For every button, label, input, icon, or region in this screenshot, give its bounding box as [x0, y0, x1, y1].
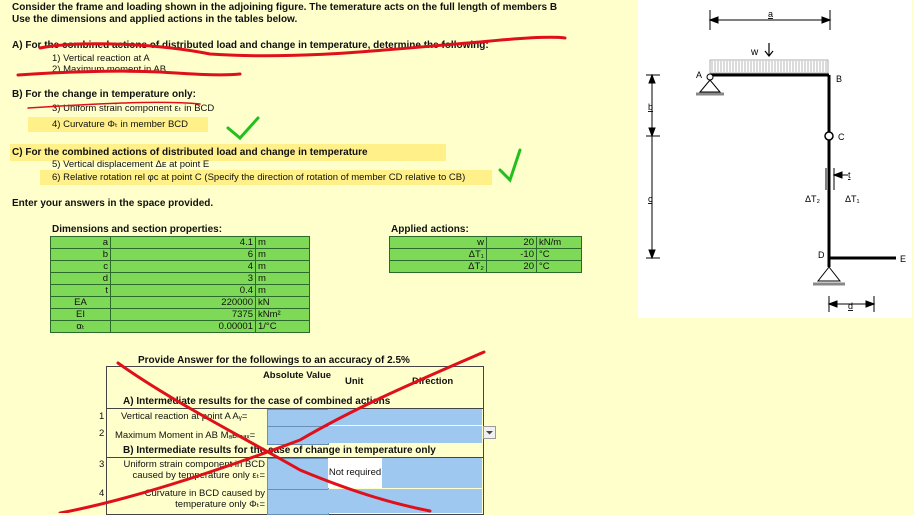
dim-label: d — [51, 273, 111, 285]
actions-title: Applied actions: — [391, 224, 469, 235]
dim-unit: 1/°C — [256, 321, 310, 333]
question-1: 1) Vertical reaction at A — [52, 53, 150, 64]
table-row — [51, 297, 310, 309]
answers-section-a: A) Intermediate results for the case of combined actions — [123, 396, 391, 407]
answer-1-unit[interactable] — [328, 409, 482, 425]
dim-a-label: a — [768, 9, 774, 19]
answer-3-direction[interactable] — [382, 458, 482, 488]
action-value[interactable]: 20 — [487, 237, 537, 249]
table-row — [390, 237, 582, 249]
node-b-label: B — [836, 74, 843, 84]
dim-value[interactable]: 220000 — [111, 297, 256, 309]
table-row — [390, 261, 582, 273]
frame-diagram — [638, 0, 912, 318]
intro-line-1: Consider the frame and loading shown in the adjoining figure. The temerature acts on the full length of members B — [12, 2, 558, 13]
answer-2-label: Maximum Moment in AB Mₐʙₘₐₓ= — [115, 430, 256, 441]
row-number: 1 — [99, 411, 105, 422]
dim-value[interactable]: 3 — [111, 273, 256, 285]
table-row — [390, 249, 582, 261]
action-label: ΔT₁ — [390, 249, 487, 261]
unit-dropdown[interactable] — [483, 426, 496, 439]
col-absolute-value: Absolute Value — [262, 370, 332, 381]
answer-3-unit: Not required — [328, 458, 382, 488]
table-row — [51, 273, 310, 285]
delta-t2-label: ΔT₂ — [805, 194, 821, 204]
dim-value[interactable]: 4.1 — [111, 237, 256, 249]
answer-1-label: Vertical reaction at point A Aᵧ= — [121, 411, 248, 422]
table-row — [51, 309, 310, 321]
delta-t1-label: ΔT₁ — [845, 194, 860, 204]
question-2: 2) Maximum moment in AB — [52, 64, 167, 75]
load-w-label: w — [751, 47, 759, 58]
action-unit: °C — [537, 261, 582, 273]
dim-d-label: d — [848, 301, 854, 311]
answers-table — [99, 366, 484, 515]
dim-unit: m — [256, 285, 310, 297]
dim-label: αₜ — [51, 321, 111, 333]
answers-section-b: B) Intermediate results for the case of change in temperature only — [123, 445, 436, 456]
answer-2-unit[interactable] — [328, 426, 482, 443]
answer-4-label: Curvature in BCD caused by temperature only Φₜ= — [144, 488, 265, 510]
pin-support-d — [818, 267, 840, 281]
answer-3-label: Uniform strain component in BCD caused by temperature only εₜ= — [123, 459, 265, 481]
action-value[interactable]: -10 — [487, 249, 537, 261]
dim-label: t — [51, 285, 111, 297]
dim-label: EI — [51, 309, 111, 321]
dim-unit: kNm² — [256, 309, 310, 321]
question-6: 6) Relative rotation rel φᴄ at point C (Specify the direction of rotation of member CD relative to CB) — [52, 172, 466, 183]
answer-4-unit[interactable] — [328, 489, 482, 513]
row-number: 3 — [99, 459, 105, 470]
section-c-heading: C) For the combined actions of distributed load and change in temperature — [12, 147, 368, 158]
answer-3-value[interactable] — [267, 458, 329, 490]
dim-value[interactable]: 6 — [111, 249, 256, 261]
answer-2-value[interactable] — [267, 426, 329, 445]
checkmark — [228, 118, 258, 138]
dim-value[interactable]: 4 — [111, 261, 256, 273]
dim-unit: m — [256, 273, 310, 285]
node-d-label: D — [818, 250, 825, 260]
dim-unit: m — [256, 237, 310, 249]
section-a-heading: A) For the combined actions of distributed load and change in temperature, determine the following: — [12, 40, 489, 51]
dim-t-label: t — [848, 170, 851, 180]
intro-line-2: Use the dimensions and applied actions in the tables below. — [12, 14, 298, 25]
table-row — [51, 285, 310, 297]
dim-unit: m — [256, 249, 310, 261]
dim-label: EA — [51, 297, 111, 309]
table-row — [51, 249, 310, 261]
action-unit: kN/m — [537, 237, 582, 249]
col-direction: Direction — [412, 376, 454, 387]
dim-value[interactable]: 0.4 — [111, 285, 256, 297]
table-row — [51, 237, 310, 249]
row-number: 4 — [99, 488, 105, 499]
node-c-label: C — [838, 132, 845, 142]
answer-4-value[interactable] — [267, 489, 329, 515]
action-label: w — [390, 237, 487, 249]
answers-title: Provide Answer for the followings to an accuracy of 2.5% — [138, 355, 410, 366]
dim-value[interactable]: 0.00001 — [111, 321, 256, 333]
col-unit: Unit — [345, 376, 364, 387]
pin-support-a — [700, 80, 720, 92]
action-value[interactable]: 20 — [487, 261, 537, 273]
dimensions-title: Dimensions and section properties: — [52, 224, 223, 235]
action-unit: °C — [537, 249, 582, 261]
node-a-label: A — [696, 70, 703, 80]
answer-prompt: Enter your answers in the space provided. — [12, 198, 214, 209]
dim-label: b — [51, 249, 111, 261]
dim-label: a — [51, 237, 111, 249]
question-5: 5) Vertical displacement Δᴇ at point E — [52, 159, 210, 170]
frame-figure — [638, 0, 912, 318]
dim-unit: kN — [256, 297, 310, 309]
chevron-down-icon — [484, 427, 495, 438]
action-label: ΔT₂ — [390, 261, 487, 273]
question-4: 4) Curvature Φₜ in member BCD — [52, 119, 189, 130]
dim-unit: m — [256, 261, 310, 273]
dim-b-label: b — [648, 102, 654, 112]
question-3: 3) Uniform strain component εₜ in BCD — [52, 103, 215, 114]
table-row — [51, 321, 310, 333]
answer-1-value[interactable] — [267, 409, 329, 427]
section-b-heading: B) For the change in temperature only: — [12, 89, 196, 100]
hinge-c — [825, 132, 833, 140]
actions-table — [389, 236, 582, 273]
dim-value[interactable]: 7375 — [111, 309, 256, 321]
dim-c-label: c — [648, 194, 653, 204]
row-number: 2 — [99, 428, 105, 439]
table-row — [51, 261, 310, 273]
checkmark — [500, 150, 520, 180]
node-e-label: E — [900, 254, 907, 264]
dimensions-table — [50, 236, 310, 333]
dim-label: c — [51, 261, 111, 273]
